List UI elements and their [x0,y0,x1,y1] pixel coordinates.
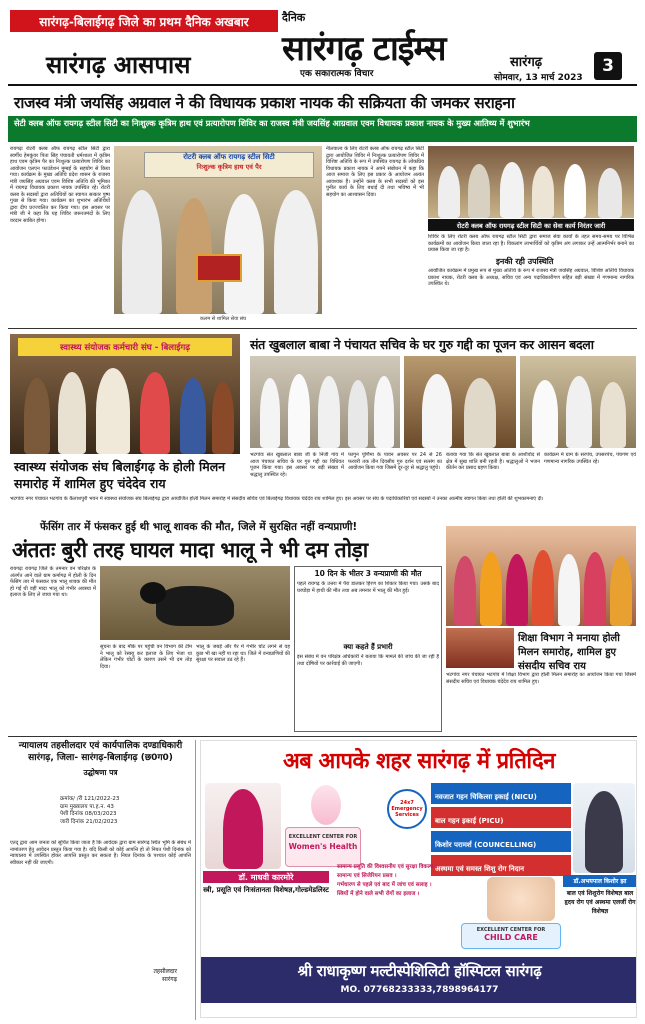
person-figure [180,378,206,454]
pregnant-figure [311,785,341,825]
story1-col3: नीलवाल्‍व के लिए रोटरी क्लब ऑफ रायगढ़ स्टील सिटी द्वारा आयोजित शिविर में निःशुल्क प्रत्यारोपण शिविर में विशिष्ट अतिथि के रूप में उपस्थित रायगढ़ के लोकप्रिय विधायक प्रकाश नायक ने अपने संबोधन में कहा कि आज समाज के लिए इस प्रकार के आयोजन अत्यंत आवश्यक हैं। उन्होंने क्लब के सभी सदस्यों को इस पुनीत कार्य के लिए बधाई दी तथा भविष्य में भी सहयोग का आश्वासन दिया। [326,146,424,198]
notice-title: न्यायालय तहसीलदार एवं कार्यपालिक दण्डाधिकारी सारंगढ़, जिला- सारंगढ़-बिलाईगढ़ (छ0ग0) [18,741,183,763]
doctor2-name: डॉ.अभयपाल किशोर झा [573,878,627,885]
person-figure [500,162,524,218]
story1-photo-caption: कलम से शामिल सेवा संघ [200,316,247,322]
story4-box-body: पहले रायगढ़ के उत्तरा में पैरा डालकर हिरण का शिकार किया गया। उसके बाद घरघोड़ा में हाथी की मौत तथा अब तमनार में भालू की मौत हुई। [297,581,439,594]
hospital-bar [201,957,637,1003]
notice-ref: क्रमांक/ /री 121/2022-23 ग्राम मुख्यालय पा.ह.न. 43 पेशी दिनांक 08/03/2023 जारी दिनांक 21/02/2023 [60,796,120,825]
photo-banner [144,152,314,178]
feature-item: सामान्य प्रसूति की विश्वसनीय एवं सुरक्षा विकल्प । [337,864,438,870]
feature-item: गर्भधारण से पहले एवं बाद में जांच एवं सलाह । [337,882,432,888]
story2-headline: स्वास्थ्य संयोजक संघ बिलाईगढ़ के होली मिलन समारोह में शामिल हुए चंदेदेव राय [14,459,226,491]
service-label: नवजात गहन चिकित्सा इकाई (NICU) [435,793,537,801]
story1-right-photo [428,146,634,218]
masthead-city: सारंगढ़ [510,55,543,70]
paper-small-label: दैनिक [282,11,306,24]
doctor-figure [585,791,623,873]
story1-col4: शिविर के लिए रोटरी क्लब ऑफ रायगढ़ स्टील सिटी द्वारा समाज सेवा कार्यों के तहत समय-समय पर विभिन्न कार्यक्रमों का आयोजन किया जाता रहा है। विकलांग लाभार्थियों को कृत्रिम अंग लगाकर उन्हें आत्मनिर्भर बनाने का प्रयास किया जा रहा है। [428,234,634,253]
story3-col3: बताया गया कि संत खुबलाल बाबा के आशीर्वाद से क्षेत्र में सुख शांति बनी रहती है। श्रद्धालुओं ने भजन कीर्तन कर प्रसाद ग्रहण किया। [446,452,540,471]
notice-signature: तहसीलदार सारंगढ़ [153,968,177,983]
person-figure [140,372,170,454]
hospital-ad [200,740,637,1018]
person-figure [532,550,554,626]
emergency-badge [387,789,427,829]
person-figure [566,376,592,448]
tagline-banner [10,10,278,32]
notice-subtitle: उद्घोषणा पत्र [83,768,118,777]
service-label: किशोर परामर्श (COUNCELLING) [435,841,537,849]
feature-item: सामान्य एवं सिजेरियन प्रसव । [337,873,397,879]
story2-body: भटगांवः नगर पंचायत भटगांव के कैलाशपुरी भवन में स्वास्थ्य संयोजक संघ बिलाईगढ़ द्वारा आयोजित होली मिलन समारोह में संसदीय सचिव एवं बिलाईगढ़ विधायक चंदेदेव राय शामिल हुए। इस अवसर पर संघ के पदाधिकारियों एवं सदस्यों ने उनका आत्मीय स्वागत किया तथा होली की शुभकामनाएं दी। [10,496,544,502]
person-figure [610,556,632,626]
person-figure [532,380,558,448]
person-figure [348,380,368,448]
women-health-badge [285,827,361,867]
ad-headline: अब आपके शहर सारंगढ़ में प्रतिदिन [282,749,556,774]
story1-col1: रायगढ़ः रोटरी क्लब ऑफ रायगढ़ स्टील सिटी द्वारा स्वर्गीय हेमकुंवर पिता सिंह पंचायती धर्मशाला में कृत्रिम हाथ एवम कृत्रिम पैर का निःशुल्क प्रत्यारोपण शिविर का आयोजन एलएन फाउंडेशन मुम्बई के सहयोग से किया गया। कार्यक्रम के मुख्य अतिथि प्रदेश शासन के राजस्व मंत्री जयसिंह अग्रवाल एवम विशिष्ट अतिथि की भूमिका में रायगढ़ विधायक प्रकाश नायक उपस्थित रहे। रोटरी क्लब के सदस्यों द्वारा अतिथियों का स्वागत सत्कार पुष्प गुच्छ से किया गया। कार्यक्रम का शुभारंभ अतिथियों द्वारा दीप प्रज्ज्वलित कर किया गया। इस अवसर पर मंत्री जी ने कहा कि यह शिविर जरूरतमंदों के लिए वरदान साबित होगा। [10,146,110,224]
person-figure [598,168,622,218]
story5-photo-small [446,628,514,668]
doctor1-name: डॉ. माधवी कारमोरे [238,872,294,882]
story1-subhead: सेटी क्लब ऑफ रायगढ़ स्टील सिटी का निःशुल्क कृत्रिम हाथ एवं प्रत्यारोपण शिविर का राजस्व मंत्री जयसिंह आग्रवाल एवम विधायक प्रकाश नायक के मुख्य आतिथ्य में शुभारंभ [14,118,530,128]
story1-subheading: इनकी रही उपस्थिति [496,257,554,266]
divider [8,328,637,329]
child-care-badge [461,923,561,949]
certificate [196,254,242,282]
person-figure [318,376,340,448]
hospital-name: श्री राधाकृष्ण मल्टीस्पेशिलिटी हॉस्पिटल सारंगढ़ [297,962,542,980]
story3-photo-right [520,356,636,448]
center1-label: EXCELLENT CENTER FOR [288,834,358,840]
section-title: सारंगढ़ आसपास [46,51,191,79]
story2-banner [18,338,232,356]
story3-headline: संत खुबलाल बाबा ने पंचायत सचिव के घर गुरु गद्दी का पूजन कर आसन बदला [250,337,594,352]
story3-photo-left [250,356,400,448]
story1-main-photo [114,146,322,314]
story5-body: भटगांवः नगर पंचायत भटगांव में शिक्षा विभाग द्वारा होली मिलन समारोह का आयोजन किया गया जिसमें संसदीय सचिव एवं विधायक चंदेदेव राय शामिल हुए। [446,672,636,685]
photo-banner-text: रोटरी क्लब ऑफ रायगढ़ स्टील सिटी [183,153,275,161]
notice-body: एतद् द्वारा आम जनता को सूचित किया जाता है कि आवेदक द्वारा ग्राम सारंगढ़ स्थित भूमि के संबंध में नामांतरण हेतु आवेदन प्रस्तुत किया गया है। यदि किसी को कोई आपत्ति हो तो नियत पेशी दिनांक को न्यायालय में उपस्थित होकर आपत्ति प्रस्तुत कर सकता है। नियत दिनांक के पश्चात कोई आपत्ति स्वीकार नहीं की जाएगी। [10,840,191,866]
story4-box-title: 10 दिन के भीतर 3 वन्यप्राणी की मौत [314,569,422,578]
person-figure [288,374,310,448]
masthead [0,0,645,86]
story3-col1: भटगांवः संत खुबलाल बाबा जी के निजी गांव में आज पंचायत सचिव के घर गुरु गद्दी का विधिवत पूजन किया गया। इस अवसर पर बड़ी संख्या में श्रद्धालु उपस्थित रहे। [250,452,344,478]
story4-headline: अंततः बुरी तरह घायल मादा भालू ने भी दम तोड़ा [12,538,368,562]
divider [8,736,637,737]
doctor1-title: स्त्री, प्रसूति एवं निःसंतानता विशेषज्ञ,गोल्डमेडलिस्ट [203,886,329,894]
person-figure [374,376,394,448]
service-label: अस्थमा एवं समस्त शिशु रोग निदान [435,865,525,873]
bear-figure [156,586,234,626]
story5-headline: शिक्षा विभाग ने मनाया होली मिलन समारोह, शामिल हुए संसदीय सचिव राय [518,633,620,672]
person-figure [58,372,86,454]
masthead-rule [8,84,637,86]
story4-col1: रायगढ़ः रायगढ़ जिले के तमनार वन परिक्षेत्र के अंतर्गत आने वाले ग्राम कर्मागढ़ में होली के दिन फेंसिंग तार में फंसकर एक भालू शावक की मौत हो गई थी वहीं मादा भालू को गंभीर अवस्था में इलाज के लिए ले जाया गया था। [10,566,96,598]
story4-box-body2: इस संबंध में वन परिक्षेत्र अधिकारी ने बताया कि मामले की जांच की जा रही है तथा दोषियों पर कार्रवाई की जाएगी। [297,654,439,667]
photo-banner-sub: निःशुल्क कृत्रिम हाथ एवं पैर [196,163,262,171]
person-figure [24,378,50,454]
story4-bear-photo [100,566,290,640]
story1-headline: राजस्व मंत्री जयसिंह अग्रवाल ने की विधायक प्रकाश नायक की सक्रियता की जमकर सराहना [14,94,515,112]
person-figure [564,164,586,218]
person-figure [558,554,580,626]
person-figure [260,378,280,448]
doctor1-label [203,871,329,883]
story4-box-subtitle: क्या कहते हैं प्रभारी [343,643,393,651]
paper-motto: एक सकारात्मक विचार [300,69,374,79]
emergency-text: 24x7 Emergency Services [391,800,423,818]
story5-photo [446,526,636,626]
masthead-tagline: सारंगढ़-बिलाईगढ़ जिले का प्रथम दैनिक अखबार [39,14,249,29]
person-figure [274,190,318,314]
service-item [431,831,571,852]
legal-notice [10,740,196,1020]
person-figure [600,382,626,448]
paper-name: सारंगढ़ टाईम्स [282,29,446,69]
bear-head [140,582,166,604]
story4-box [294,566,442,732]
person-figure [532,166,554,218]
center1-name: Women's Health [288,842,358,851]
person-figure [454,556,476,626]
center2-name: CHILD CARE [484,933,538,942]
page-number-box [594,52,622,80]
story1-col4-caption-bar [428,219,634,231]
story1-col4b: आयोजित कार्यक्रम में प्रमुख रूप से मुख्य अतिथि के रूप में राजस्व मंत्री जयसिंह अग्रवाल, विशिष्ट अतिथि विधायक प्रकाश नायक, रोटरी क्लब के अध्यक्ष, सचिव एवं अन्य पदाधिकारीगण सहित बड़ी संख्या में गणमान्य नागरिक उपस्थित थे। [428,268,634,287]
story2-photo [10,334,240,454]
person-figure [584,552,606,626]
masthead-date: सोमवार, 13 मार्च 2023 [494,73,583,83]
story4-col2: सूचना के बाद मौके पर पहुंची वन विभाग की टीम ने भालू को रेस्क्यू कर इलाज के लिए भेजा था लेकिन गंभीर चोटों के कारण उसने भी दम तोड़ दिया। [100,644,192,670]
story2-banner-text: स्वास्थ्य संयोजक कर्मचारी संघ - बिलाईगढ़ [59,342,191,353]
service-item [431,807,571,828]
doctor-figure [223,789,263,869]
story1-col4-caption: रोटरी क्लब ऑफ रायगढ़ स्टील सिटी का सेवा कार्य निरंतर जारी [456,221,606,230]
story3-col2: फागुन पूर्णिमा के पावन अवसर पर 24 से 26 फरवरी तक तीन दिवसीय गुरु दर्शन एवं सत्संग का आयोजन किया गया जिसमें दूर-दूर से श्रद्धालु पहुंचे। [348,452,442,471]
features-list [337,863,497,899]
center2-label: EXCELLENT CENTER FOR [476,927,546,933]
hospital-phone: MO. 07768233333,7898964177 [340,985,499,995]
service-item [431,783,571,804]
person-figure [96,368,130,454]
doctor2-title: बाल एवं शिशुरोग विशेषज्ञ बाल हृदय रोग एवं अस्थमा एलर्जी रोग विशेषज्ञ [564,890,636,915]
doctor2-photo [573,783,635,873]
story3-photo-center [404,356,516,448]
story4-kicker: फेंसिंग तार में फंसकर हुई थी भालू शावक की मौत, जिले में सुरक्षित नहीं वन्यप्राणी! [40,521,358,533]
person-figure [212,382,234,454]
person-figure [464,378,496,448]
person-figure [480,552,502,626]
story1-subhead-bar [8,116,637,142]
story3-col4: कार्यक्रम में ग्राम के सरपंच, उपसरपंच, पंचगण एवं गणमान्य नागरिक उपस्थित रहे। [544,452,636,465]
person-figure [422,374,452,448]
story4-col3: भालू के जबड़े और पैर में गंभीर चोट लगने से वह कुछ भी खा नहीं पा रहा था। जिले में वन्यप्राणियों की सुरक्षा पर सवाल उठ रहे हैं। [196,644,290,663]
person-figure [438,166,460,218]
doctor2-label [563,875,637,887]
person-figure [122,190,162,314]
baby-photo [487,877,555,921]
feature-item: स्त्रियों में होने वाले सभी रोगों का इलाज । [337,891,420,897]
page-number: 3 [602,56,614,76]
person-figure [468,164,490,218]
person-figure [506,554,528,626]
service-label: बाल गहन इकाई (PICU) [435,817,504,825]
doctor1-photo [205,783,281,869]
